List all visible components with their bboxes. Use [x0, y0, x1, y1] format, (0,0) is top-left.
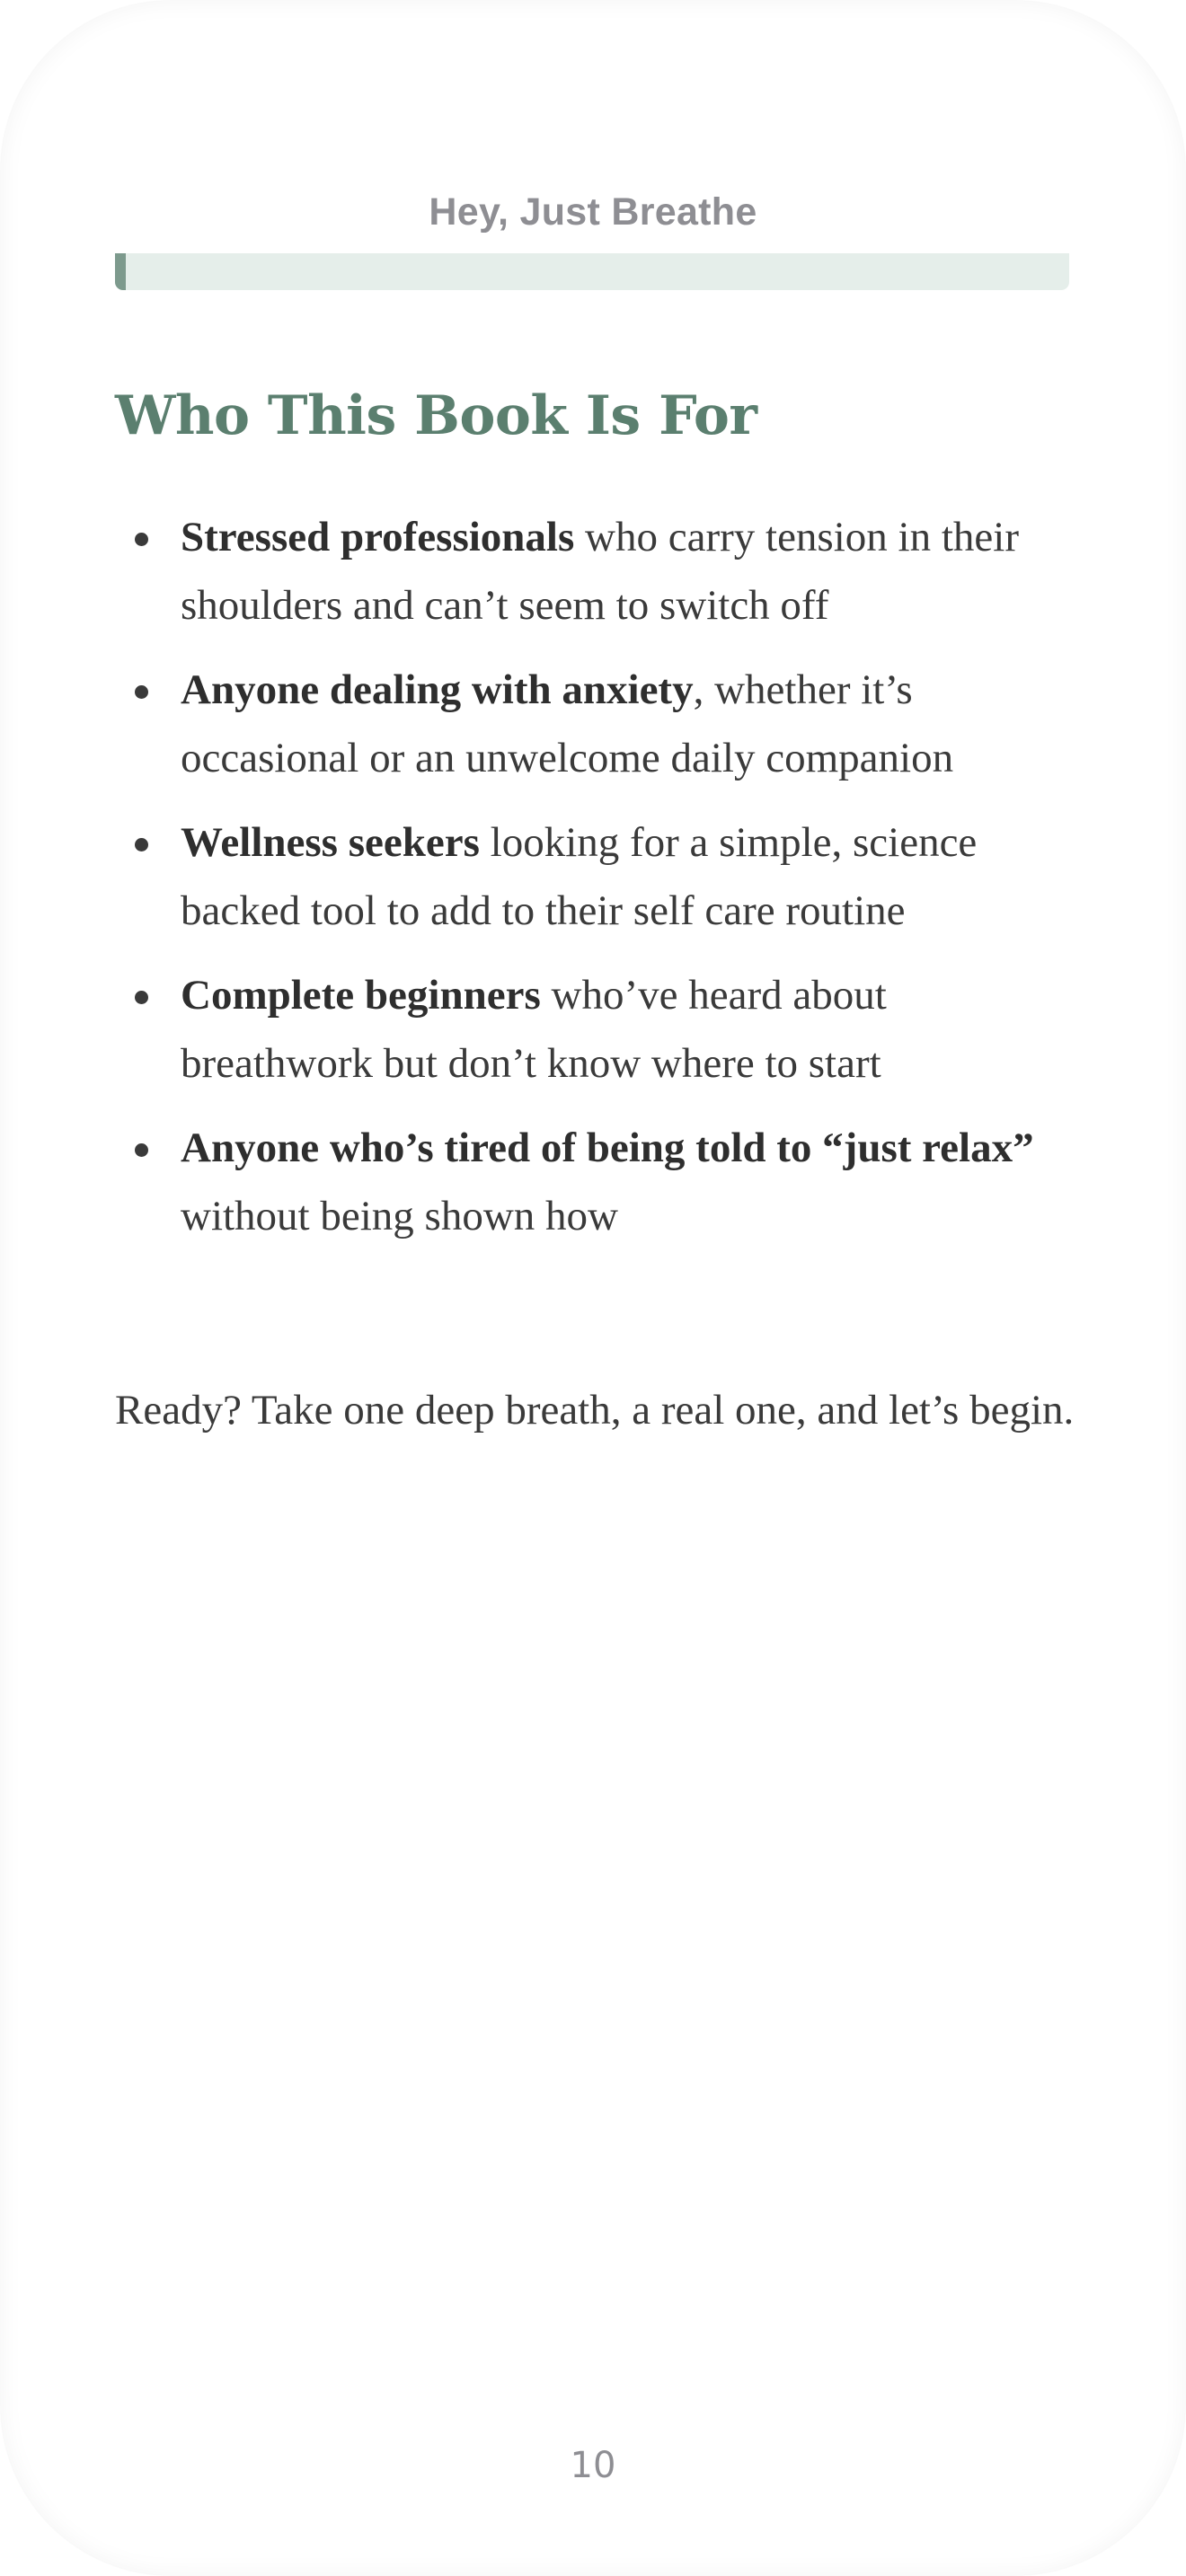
list-item-text: without being shown how	[181, 1193, 618, 1239]
list-item-text: who’ve heard about breathwork but don’t know where to start	[181, 972, 887, 1087]
list-item	[115, 503, 1076, 640]
list-item-bold: Complete beginners	[181, 972, 541, 1019]
page-number: 10	[570, 2445, 616, 2486]
bullet-icon	[135, 685, 148, 699]
list-item-text: who carry tension in their shoulders and can’t seem to switch off	[181, 514, 1019, 629]
bullet-icon	[135, 533, 148, 546]
list-item-bold: Stressed professionals	[181, 514, 575, 560]
list-item	[115, 1114, 1076, 1250]
bullet-icon	[135, 991, 148, 1004]
list-item	[115, 961, 1076, 1098]
list-item	[115, 656, 1076, 792]
bullet-icon	[135, 1143, 148, 1157]
audience-list	[115, 503, 1076, 1266]
list-item-bold: Anyone who’s tired of being told to “just relax”	[181, 1125, 1034, 1171]
list-item-bold: Wellness seekers	[181, 819, 480, 866]
chapter-heading: Who This Book Is For	[115, 384, 757, 447]
closing-paragraph: Ready? Take one deep breath, a real one, and let’s begin.	[115, 1387, 1075, 1434]
reading-progress-bar[interactable]	[115, 253, 1069, 290]
reading-progress-fill	[115, 253, 126, 290]
bullet-icon	[135, 838, 148, 851]
book-title: Hey, Just Breathe	[429, 190, 757, 234]
list-item-bold: Anyone dealing with anxiety	[181, 666, 694, 713]
list-item	[115, 808, 1076, 945]
list-item-text: looking for a simple, science backed tool to add to their self care routine	[181, 819, 978, 934]
list-item-text: , whether it’s occasional or an unwelcome daily companion	[181, 666, 954, 781]
